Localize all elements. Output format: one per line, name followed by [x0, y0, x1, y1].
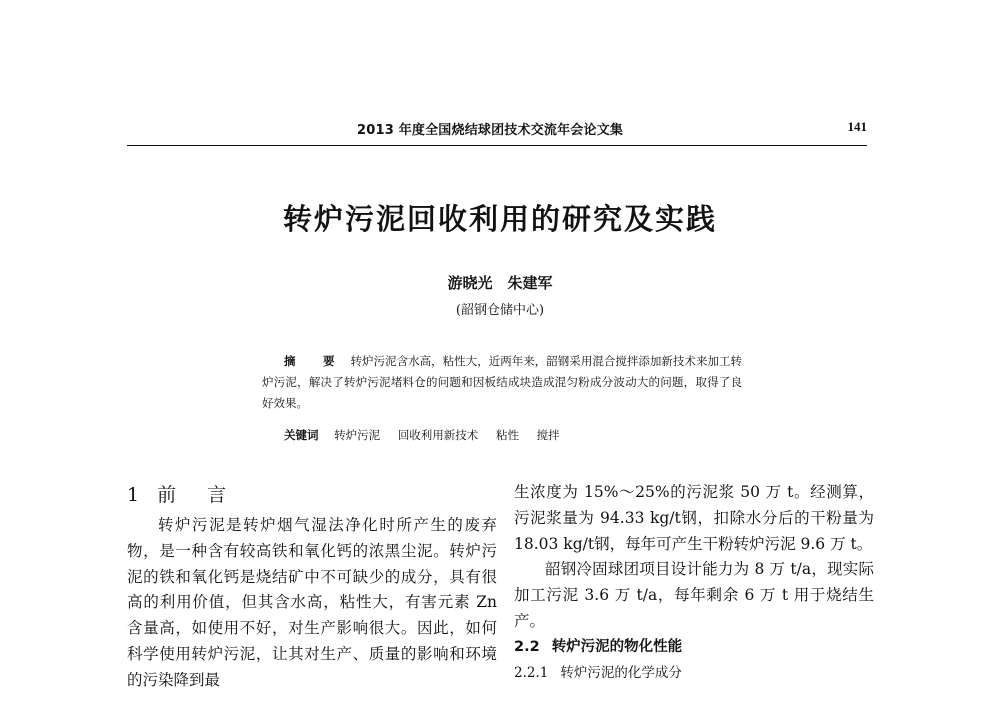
- section-title: 前 言: [157, 484, 233, 506]
- subsection-number: 2.2: [514, 638, 540, 655]
- keyword: 粘性: [495, 428, 519, 442]
- page-number: 141: [847, 119, 867, 134]
- keyword: 转炉污泥: [334, 428, 381, 442]
- body-paragraph: 韶钢冷固球团项目设计能力为 8 万 t/a，现实际加工污泥 3.6 万 t/a，每年剩余 6 万 t 用于烧结生产。: [514, 560, 874, 630]
- left-column: [127, 480, 497, 694]
- body-paragraph: 生浓度为 15%～25%的污泥浆 50 万 t。经测算，污泥浆量为 94.33 kg/t钢，扣除水分后的干粉量为 18.03 kg/t钢，每年可产生干粉转炉污泥 9.6 万 t。: [514, 483, 874, 553]
- keyword: 回收利用新技术: [397, 428, 479, 442]
- abstract-paragraph: [262, 351, 742, 414]
- authors: 游晓光 朱建军: [447, 274, 553, 292]
- affiliation: (韶钢仓储中心): [455, 303, 545, 318]
- subsection-heading: [514, 635, 874, 661]
- keyword: 搅拌: [536, 428, 560, 442]
- running-header: [127, 119, 867, 141]
- keywords: [284, 427, 574, 443]
- header-rule: [127, 145, 867, 146]
- article-title: 转炉污泥回收利用的研究及实践: [282, 202, 717, 236]
- section-number: 1: [127, 484, 146, 506]
- section-heading: [127, 480, 497, 510]
- abstract: [262, 351, 742, 414]
- running-title: 2013 年度全国烧结球团技术交流年会论文集: [357, 123, 624, 138]
- right-column: [514, 480, 874, 686]
- subsubsection-number: 2.2.1: [514, 664, 549, 681]
- body-paragraph: 转炉污泥是转炉烟气湿法净化时所产生的废弃物，是一种含有较高铁和氧化钙的浓黑尘泥。转炉污泥的铁和氧化钙是烧结矿中不可缺少的成分，具有很高的利用价值，但其含水高，粘性大，有害元素 Zn 含量高，如使用不好，对生产影响很大。因此，如何科学使用转炉污泥，让其对生产、质量的影响和环境的污染降到最: [127, 516, 497, 689]
- abstract-label: 摘 要: [284, 354, 343, 368]
- subsection-title: 转炉污泥的物化性能: [551, 638, 683, 655]
- subsubsection-title: 转炉污泥的化学成分: [560, 664, 682, 681]
- subsubsection-heading: [514, 661, 874, 687]
- keywords-label: 关键词: [284, 428, 319, 442]
- abstract-text: 转炉污泥含水高，粘性大，近两年来，韶钢采用混合搅拌添加新技术来加工转炉污泥，解决了转炉污泥堵料仓的问题和因板结成块造成混匀粉成分波动大的问题，取得了良好效果。: [262, 354, 743, 410]
